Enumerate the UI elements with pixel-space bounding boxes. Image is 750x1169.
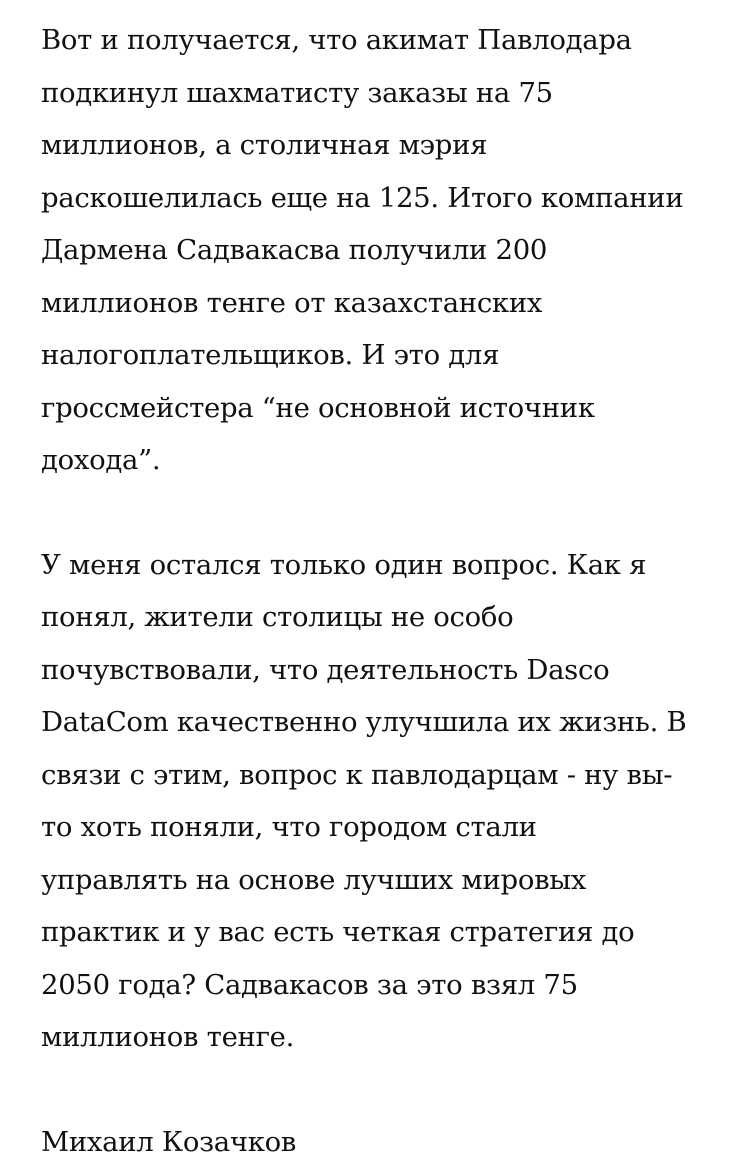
text-line: 2050 года? Садвакасов за это взял 75 [41,968,578,1001]
text-line: миллионов тенге от казахстанских [41,286,543,319]
text-line: миллионов тенге. [41,1021,295,1053]
text-line: понял, жители столицы не особо [41,601,514,633]
text-line: дохода”. [41,444,161,476]
text-line: подкинул шахматисту заказы на 75 [41,76,553,109]
text-line: У меня остался только один вопрос. Как я [41,548,647,581]
text-line: Вот и получается, что акимат Павлодара [41,24,632,56]
author-name: Михаил Козачков [41,1125,297,1158]
text-line: налогоплательщиков. И это для [41,339,500,371]
text-line: гроссмейстера “не основной источник [41,391,595,424]
text-line: связи с этим, вопрос к павлодарцам - ну вы- [41,758,673,791]
text-line: Дармена Садвакасва получили 200 [41,234,548,266]
article-text [41,14,716,1168]
text-line: DataCom качественно улучшила их жизнь. В [41,706,687,738]
author-signature [41,1116,716,1169]
text-line: управлять на основе лучших мировых [41,863,587,896]
text-line: то хоть поняли, что городом стали [41,811,537,843]
paragraph-spacer [41,487,716,539]
paragraph-1 [41,14,716,487]
text-line: миллионов, а столичная мэрия [41,129,488,161]
paragraph-2 [41,539,716,1064]
text-line: раскошелилась еще на 125. Итого компании [41,181,684,214]
text-line: почувствовали, что деятельность Dasco [41,653,610,686]
text-line: практик и у вас есть четкая стратегия до [41,916,635,948]
